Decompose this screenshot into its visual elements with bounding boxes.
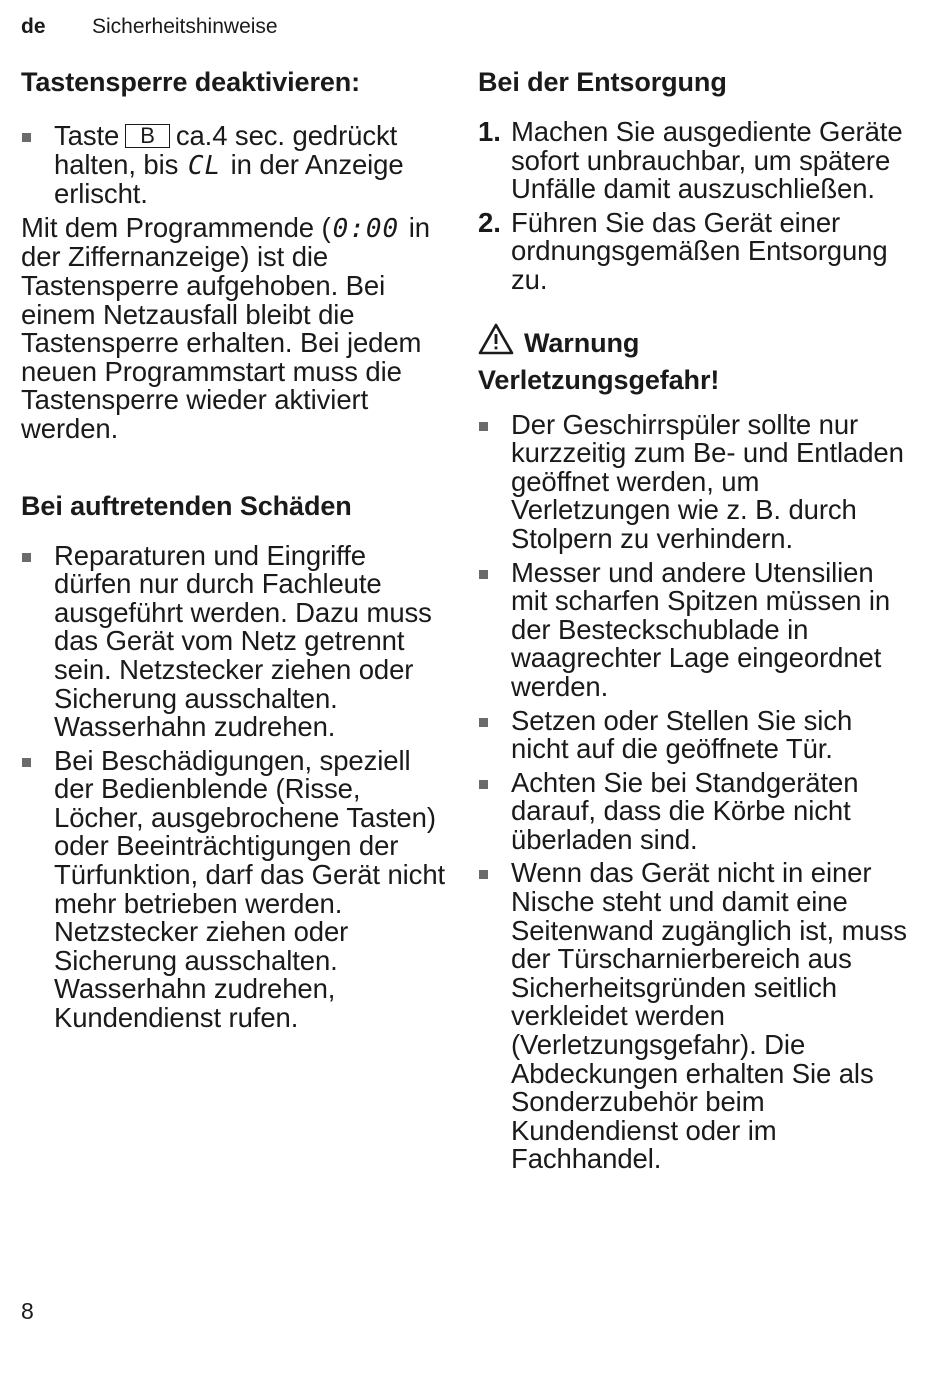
page-number: 8 [21, 1298, 34, 1324]
list-item-text: Setzen oder Stellen Sie sich nicht auf die geöffnete Tür. [511, 704, 853, 765]
list-item-text: Bei Beschädigungen, speziell der Bedienblende (Risse, Löcher, ausgebrochene Tasten) oder Beeinträchtigungen der Türfunktion, darf das Gerät nicht mehr betrieben werden. Netzstecker ziehen oder Sicherung ausschalten. Wasserhahn zudrehen, Kundendienst rufen. [54, 744, 446, 1034]
language-code: de [21, 15, 46, 38]
list-item-text: Messer und andere Utensilien mit scharfen Spitzen müssen in der Besteckschublade in waagrechter Lage eingeordnet werden. [511, 556, 891, 702]
square-bullet-icon [479, 422, 488, 431]
square-bullet-icon [479, 780, 488, 789]
right-column [478, 62, 908, 1179]
step-item [478, 206, 908, 295]
square-bullet-icon [479, 570, 488, 579]
warning-list [478, 408, 908, 1175]
list-item [478, 704, 908, 765]
step-number: 2. [478, 206, 501, 238]
step-text: Machen Sie ausgediente Geräte sofort unbrauchbar, um spätere Unfälle damit auszuschließen. [511, 116, 903, 205]
text-fragment: ca.4 sec. gedrückt halten, bis [54, 120, 398, 180]
disposal-steps [478, 118, 908, 295]
list-item [21, 744, 446, 1034]
square-bullet-icon [479, 718, 488, 727]
display-code-zero: 0:00 [332, 213, 400, 244]
display-code-cl: CL [187, 150, 222, 181]
text-fragment: in der Anzeige erlischt. [54, 148, 404, 210]
list-item [478, 556, 908, 702]
list-item-text: Wenn das Gerät nicht in einer Nische steht und damit eine Seitenwand zugänglich ist, muss der Türscharnierbereich aus Sicherheitsgründen seitlich verkleidet werden (Verletzungsgefahr). Die Abdeckungen erhalten Sie als Sonderzubehör beim Kundendienst oder im Fachhandel. [511, 857, 907, 1175]
list-item-text: Reparaturen und Eingriffe dürfen nur durch Fachleute ausgeführt werden. Dazu muss das Gerät vom Netz getrennt sein. Netzstecker ziehen oder Sicherung ausschalten. Wasserhahn zudrehen. [54, 539, 432, 743]
square-bullet-icon [479, 870, 488, 879]
step-item [478, 118, 908, 204]
key-lock-list [21, 122, 446, 209]
key-b-symbol: B [125, 124, 170, 148]
square-bullet-icon [22, 758, 31, 767]
text-fragment: in der Ziffernanzeige) ist die Tastensperre aufgehoben. Bei einem Netzausfall bleibt die Tastensperre erhalten. Bei jedem neuen Programmstart muss die Tastensperre wieder aktiviert werden. [21, 211, 430, 444]
warning-block [478, 323, 908, 397]
warning-title: Warnung [524, 327, 640, 358]
list-item-text: Der Geschirrspüler sollte nur kurzzeitig zum Be- und Entladen geöffnet werden, um Verletzungen wie z. B. durch Stolpern zu verhindern. [511, 408, 904, 554]
step-number: 1. [478, 116, 501, 147]
heading-disposal: Bei der Entsorgung [478, 67, 727, 97]
text-fragment: Taste [54, 120, 120, 151]
key-lock-paragraph [21, 211, 446, 444]
list-item [478, 766, 908, 855]
heading-damage: Bei auftretenden Schäden [21, 490, 352, 521]
list-item [478, 408, 908, 554]
list-item [21, 539, 446, 743]
heading-key-lock: Tastensperre deaktivieren: [21, 67, 361, 97]
warning-subtitle: Verletzungsgefahr! [478, 364, 720, 395]
damage-list [21, 539, 446, 1034]
section-title: Sicherheitshinweise [92, 15, 278, 38]
left-column [21, 62, 446, 1038]
list-item [478, 859, 908, 1174]
square-bullet-icon [22, 553, 31, 562]
list-item [21, 122, 446, 209]
warning-triangle-icon [478, 323, 514, 363]
text-fragment: Mit dem Programmende ( [21, 211, 331, 243]
step-text: Führen Sie das Gerät einer ordnungsgemäßen Entsorgung zu. [511, 206, 888, 295]
list-item-text: Achten Sie bei Standgeräten darauf, dass die Körbe nicht überladen sind. [511, 766, 859, 855]
square-bullet-icon [22, 133, 31, 142]
page-header [21, 14, 278, 40]
